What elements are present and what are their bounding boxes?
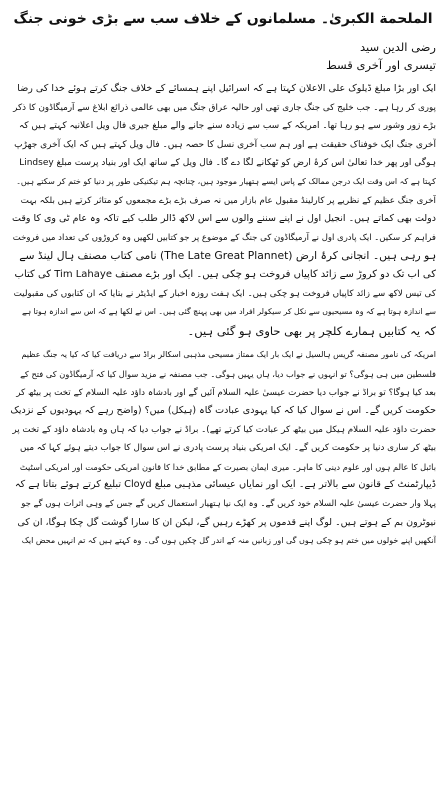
- paragraph-line: پہلا وار حضرت عیسیٰ علیہ السلام خود کریں گے۔ وہ ایک نیا ہتھیار استعمال کریں گے جس کے وہی اثرات ہوں گے جو: [21, 499, 436, 510]
- paragraph-line: حضرت داؤد علیہ السلام ہیکل میں بیٹھ کر عبادت کیا کرتے تھے)۔ براڈ نے جواب دیا کہ ہاں وہ بادشاہ داؤد کے تخت پر: [12, 424, 436, 435]
- paragraph-line: نیوٹرون بم کے ہوتے ہیں۔ لوگ اپنے قدموں پر کھڑے رہیں گے، لیکن ان کا سارا گوشت گل چکا ہوگا، ان کی: [17, 516, 436, 528]
- paragraph-line: امریکہ کی نامور مصنفہ گریس ہالسیل نے ایک بار ایک ممتاز مسیحی مذہبی اسکالر براڈ سے دریافت کیا کہ کیا یہ جنگ عظیم: [21, 350, 436, 360]
- paragraph-line: ایک اور بڑا مبلغ ڈیلوک علی الاعلان کہتا ہے کہ اسرائیل اپنے ہمسائے کے خلاف جنگ کرتے ہوئے خدا کی رضا: [17, 83, 436, 94]
- paragraph-line: کہتا ہے کہ اس وقت ایک درجن ممالک کے پاس ایسے ہتھیار موجود ہیں، چنانچہ ہم تیکنیکی طور پر دنیا کو ختم کر سکتے ہیں۔: [16, 176, 436, 186]
- paragraph-line: ہوگی اور پھر خدا تعالیٰ اس کرۂ ارض کو ٹھکانے لگا دے گا۔ فال ویل کے ساتھ ایک اور بنیاد پرست مبلغ Lindsey: [19, 158, 436, 169]
- paragraph-line: آنکھیں اپنے خولوں میں ختم ہو چکی ہوں گی اور زبانیں منہ کے اندر گل چکیں ہوں گی۔ وہ کہتے ہیں کہ تم انہیں محض ایک: [21, 536, 436, 546]
- author-name: رضی الدین سید: [359, 40, 436, 54]
- article-title: الملحمة الکبریٰ۔ مسلمانوں کے خلاف سب سے بڑی خونی جنگ: [13, 11, 433, 27]
- paragraph-2: [10, 346, 436, 551]
- paragraph-line: کہ یہ کتابیں ہمارے کلچر پر بھی حاوی ہو گئی ہیں۔: [187, 323, 436, 338]
- paragraph-line: ہو رہی ہیں۔ انجانی کرۂ ارض (The Late Great Plannet) نامی کتاب مصنف ہال لینڈ سے: [19, 249, 436, 263]
- paragraph-line: سے اندازہ ہوتا ہے کہ وہ مسیحیوں سے نکل کر سیکولر افراد میں بھی پہنچ گئی ہیں۔ اس نے لکھا ہے کہ اس سے اندازہ ہوتا ہے: [21, 307, 436, 317]
- paragraph-line: کی اب تک دو کروڑ سے زائد کاپیاں فروخت ہو چکی ہیں۔ ایک اور بڑے مصنف Tim Lahaye کی کتاب: [14, 268, 436, 280]
- paragraph-line: بائبل کا عالم ہوں اور علوم دینی کا ماہر۔ میری ایمان بصیرت کے مطابق خدا کا قانون امریکی حکومت اور امریکی اسٹیٹ: [19, 461, 436, 472]
- paragraph-line: آخری جنگ عظیم کے نظریے پر کارلینڈ مقبول عام بازار میں نہ صرف بڑے بڑے مجمعوں کو متاثر کرتے ہیں بلکہ بہت: [20, 195, 436, 206]
- paragraph-line: دولت بھی کماتے ہیں۔ انجیل اول نے اپنے سننے والوں سے اس لاکھ ڈالر طلب کیے تاکہ وہ عام ٹی وی کا وقت: [12, 213, 436, 225]
- paragraph-line: فلسطین میں ہی ہوگی؟ تو انہوں نے جواب دیا، ہاں یہیں ہوگی۔ جب مصنفہ نے مزید سوال کیا کہ آرمیگاڈون کی فتح کے: [20, 368, 436, 379]
- paragraph-line: ڈیپارٹمنٹ کے قانون سے بالاتر ہے۔ ایک اور نمایاں عیسائی مذہبی مبلغ Cloyd تبلیغ کرتے ہوئے بتاتا ہے کہ: [14, 479, 436, 491]
- paragraph-1: [10, 80, 436, 340]
- paragraph-line: فراہم کر سکیں۔ ایک پادری اول نے آرمیگاڈون کی جنگ کے موضوع پر جو کتابیں لکھیں وہ کروڑوں کی تعداد میں فروخت: [12, 232, 436, 243]
- paragraph-line: بڑے زور وشور سے ہو رہا تھا۔ امریکہ کے سب سے زیادہ سنے جانے والے مبلغ جیری فال ویل اعلانیہ کہتے ہیں کہ: [18, 121, 436, 132]
- paragraph-line: حکومت کریں گے۔ اس نے سوال کیا کہ کیا یہودی عبادت گاہ (ہیکل) میں؟ (واضح رہے کہ یہودیوں کے نزدیک: [10, 405, 436, 417]
- paragraph-line: کی تیس لاکھ سے زائد کاپیاں فروخت ہو چکی ہیں۔ ایک ہفت روزہ اخبار کے ایڈیٹر نے بتایا کہ ان کتابوں کی مقبولیت: [13, 288, 436, 299]
- paragraph-line: بیٹھ کر ساری دنیا پر حکومت کریں گے۔ ایک امریکی بنیاد پرست پادری نے اس سوال کا جواب دیتے ہوئے کہا کہ میں: [20, 443, 436, 454]
- paragraph-line: پوری کر رہا ہے۔ جب خلیج کی جنگ جاری تھی اور حالیہ عراق جنگ میں بھی عالمی ذرائع ابلاغ سے آرمیگاڈون کا ذکر: [13, 102, 436, 113]
- installment-label: تیسری اور آخری قسط: [326, 58, 436, 72]
- paragraph-line: بعد کیا ہوگا؟ تو براڈ نے جواب دیا حضرت عیسیٰ علیہ السلام آئیں گے اور بادشاہ داؤد علیہ السلام کے تخت پر بیٹھ کر: [16, 387, 436, 398]
- paragraph-line: آخری جنگ ایک خوفناک حقیقت ہے اور ہم سب آخری نسل کا حصہ ہیں۔ فال ویل کہتے ہیں کہ ایک آخری جھڑپ: [14, 139, 436, 150]
